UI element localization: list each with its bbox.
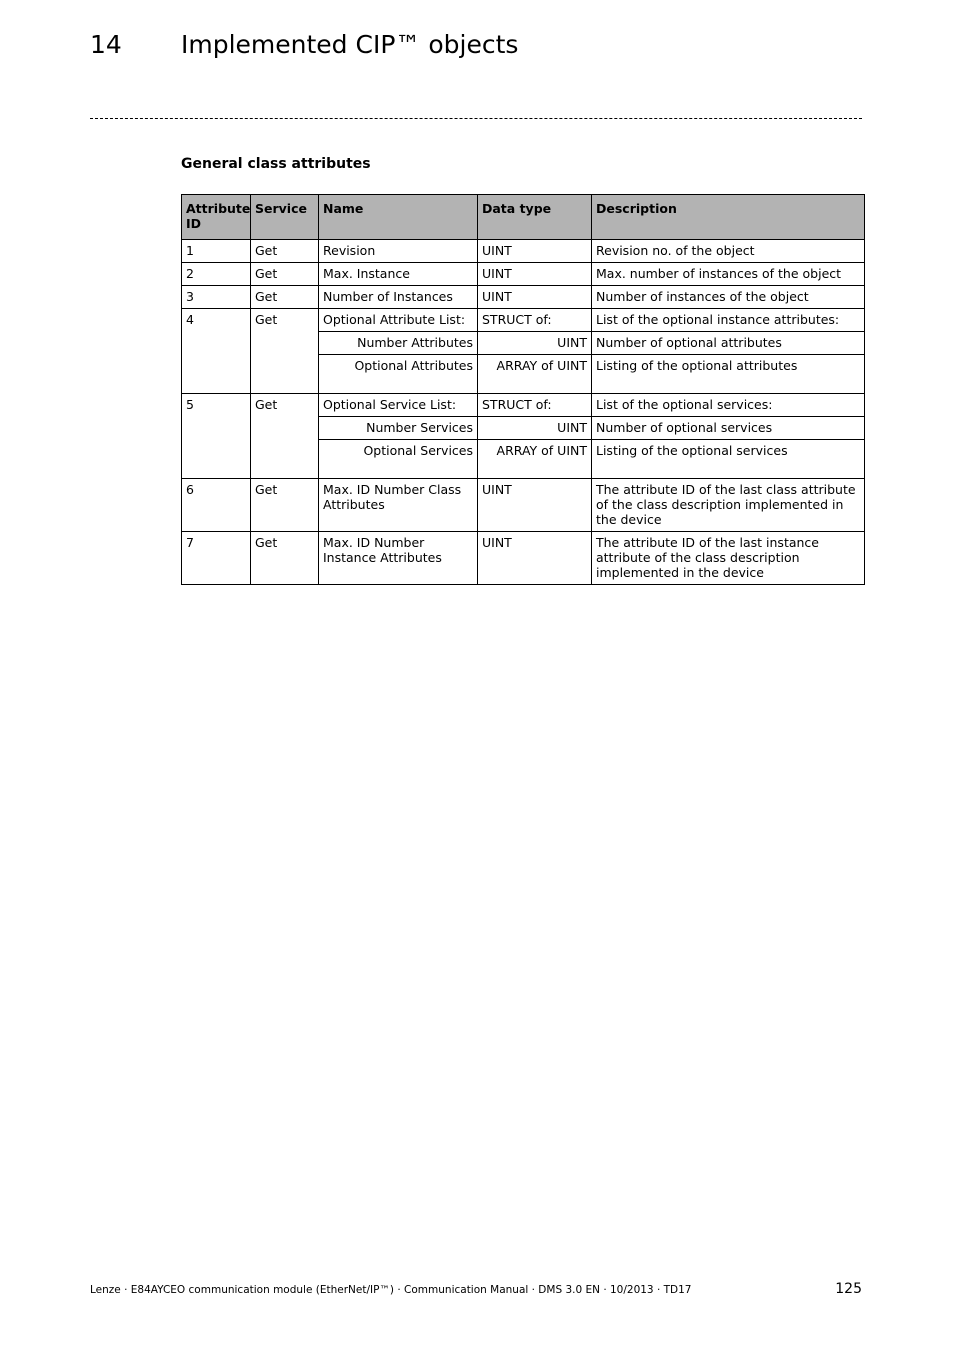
cell-attribute-id: 5	[182, 394, 251, 479]
cell-description: List of the optional services:	[592, 394, 865, 417]
cell-attribute-id: 6	[182, 479, 251, 532]
cell-service: Get	[251, 394, 319, 479]
cell-name: Max. ID Number Class Attributes	[319, 479, 478, 532]
cell-data-type: UINT	[478, 417, 592, 440]
table-row	[182, 532, 865, 585]
cell-data-type: UINT	[478, 286, 592, 309]
table-row	[182, 263, 865, 286]
cell-name: Max. ID Number Instance Attributes	[319, 532, 478, 585]
chapter-number: 14	[90, 30, 122, 59]
header-divider	[90, 118, 862, 119]
column-header-description: Description	[592, 195, 865, 240]
cell-attribute-id: 2	[182, 263, 251, 286]
table-row	[182, 394, 865, 417]
cell-name: Number Attributes	[319, 332, 478, 355]
cell-description: Max. number of instances of the object	[592, 263, 865, 286]
cell-name: Number of Instances	[319, 286, 478, 309]
cell-description: Number of optional attributes	[592, 332, 865, 355]
chapter-title: Implemented CIP™ objects	[181, 30, 519, 59]
cell-description: The attribute ID of the last class attribute of the class description implemented in the device	[592, 479, 865, 532]
cell-service: Get	[251, 309, 319, 394]
cell-data-type: UINT	[478, 479, 592, 532]
cell-name: Optional Attributes	[319, 355, 478, 394]
page-number: 125	[835, 1281, 862, 1297]
cell-service: Get	[251, 286, 319, 309]
cell-service: Get	[251, 263, 319, 286]
table-row	[182, 479, 865, 532]
table-header-row	[182, 195, 865, 240]
cell-description: Number of instances of the object	[592, 286, 865, 309]
cell-data-type: UINT	[478, 263, 592, 286]
cell-data-type: ARRAY of UINT	[478, 440, 592, 479]
class-attributes-table	[181, 194, 865, 585]
cell-name: Optional Services	[319, 440, 478, 479]
cell-name: Optional Service List:	[319, 394, 478, 417]
cell-description: List of the optional instance attributes:	[592, 309, 865, 332]
column-header-attribute-id: Attribute ID	[182, 195, 251, 240]
cell-description: Revision no. of the object	[592, 240, 865, 263]
cell-data-type: STRUCT of:	[478, 309, 592, 332]
cell-name: Number Services	[319, 417, 478, 440]
footer-document-info: Lenze · E84AYCEO communication module (EtherNet/IP™) · Communication Manual · DMS 3.0 EN · 10/2013 · TD17	[90, 1284, 692, 1296]
cell-data-type: ARRAY of UINT	[478, 355, 592, 394]
cell-name: Optional Attribute List:	[319, 309, 478, 332]
section-heading: General class attributes	[181, 156, 371, 172]
cell-service: Get	[251, 479, 319, 532]
cell-service: Get	[251, 532, 319, 585]
table-row	[182, 309, 865, 332]
cell-data-type: UINT	[478, 532, 592, 585]
table-row	[182, 286, 865, 309]
column-header-service: Service	[251, 195, 319, 240]
cell-description: Listing of the optional attributes	[592, 355, 865, 394]
cell-data-type: STRUCT of:	[478, 394, 592, 417]
cell-name: Revision	[319, 240, 478, 263]
cell-name: Max. Instance	[319, 263, 478, 286]
cell-service: Get	[251, 240, 319, 263]
cell-data-type: UINT	[478, 240, 592, 263]
cell-attribute-id: 4	[182, 309, 251, 394]
cell-attribute-id: 3	[182, 286, 251, 309]
table-row	[182, 240, 865, 263]
cell-attribute-id: 7	[182, 532, 251, 585]
column-header-data-type: Data type	[478, 195, 592, 240]
cell-data-type: UINT	[478, 332, 592, 355]
cell-attribute-id: 1	[182, 240, 251, 263]
cell-description: The attribute ID of the last instance attribute of the class description implemented in the device	[592, 532, 865, 585]
cell-description: Number of optional services	[592, 417, 865, 440]
column-header-name: Name	[319, 195, 478, 240]
cell-description: Listing of the optional services	[592, 440, 865, 479]
